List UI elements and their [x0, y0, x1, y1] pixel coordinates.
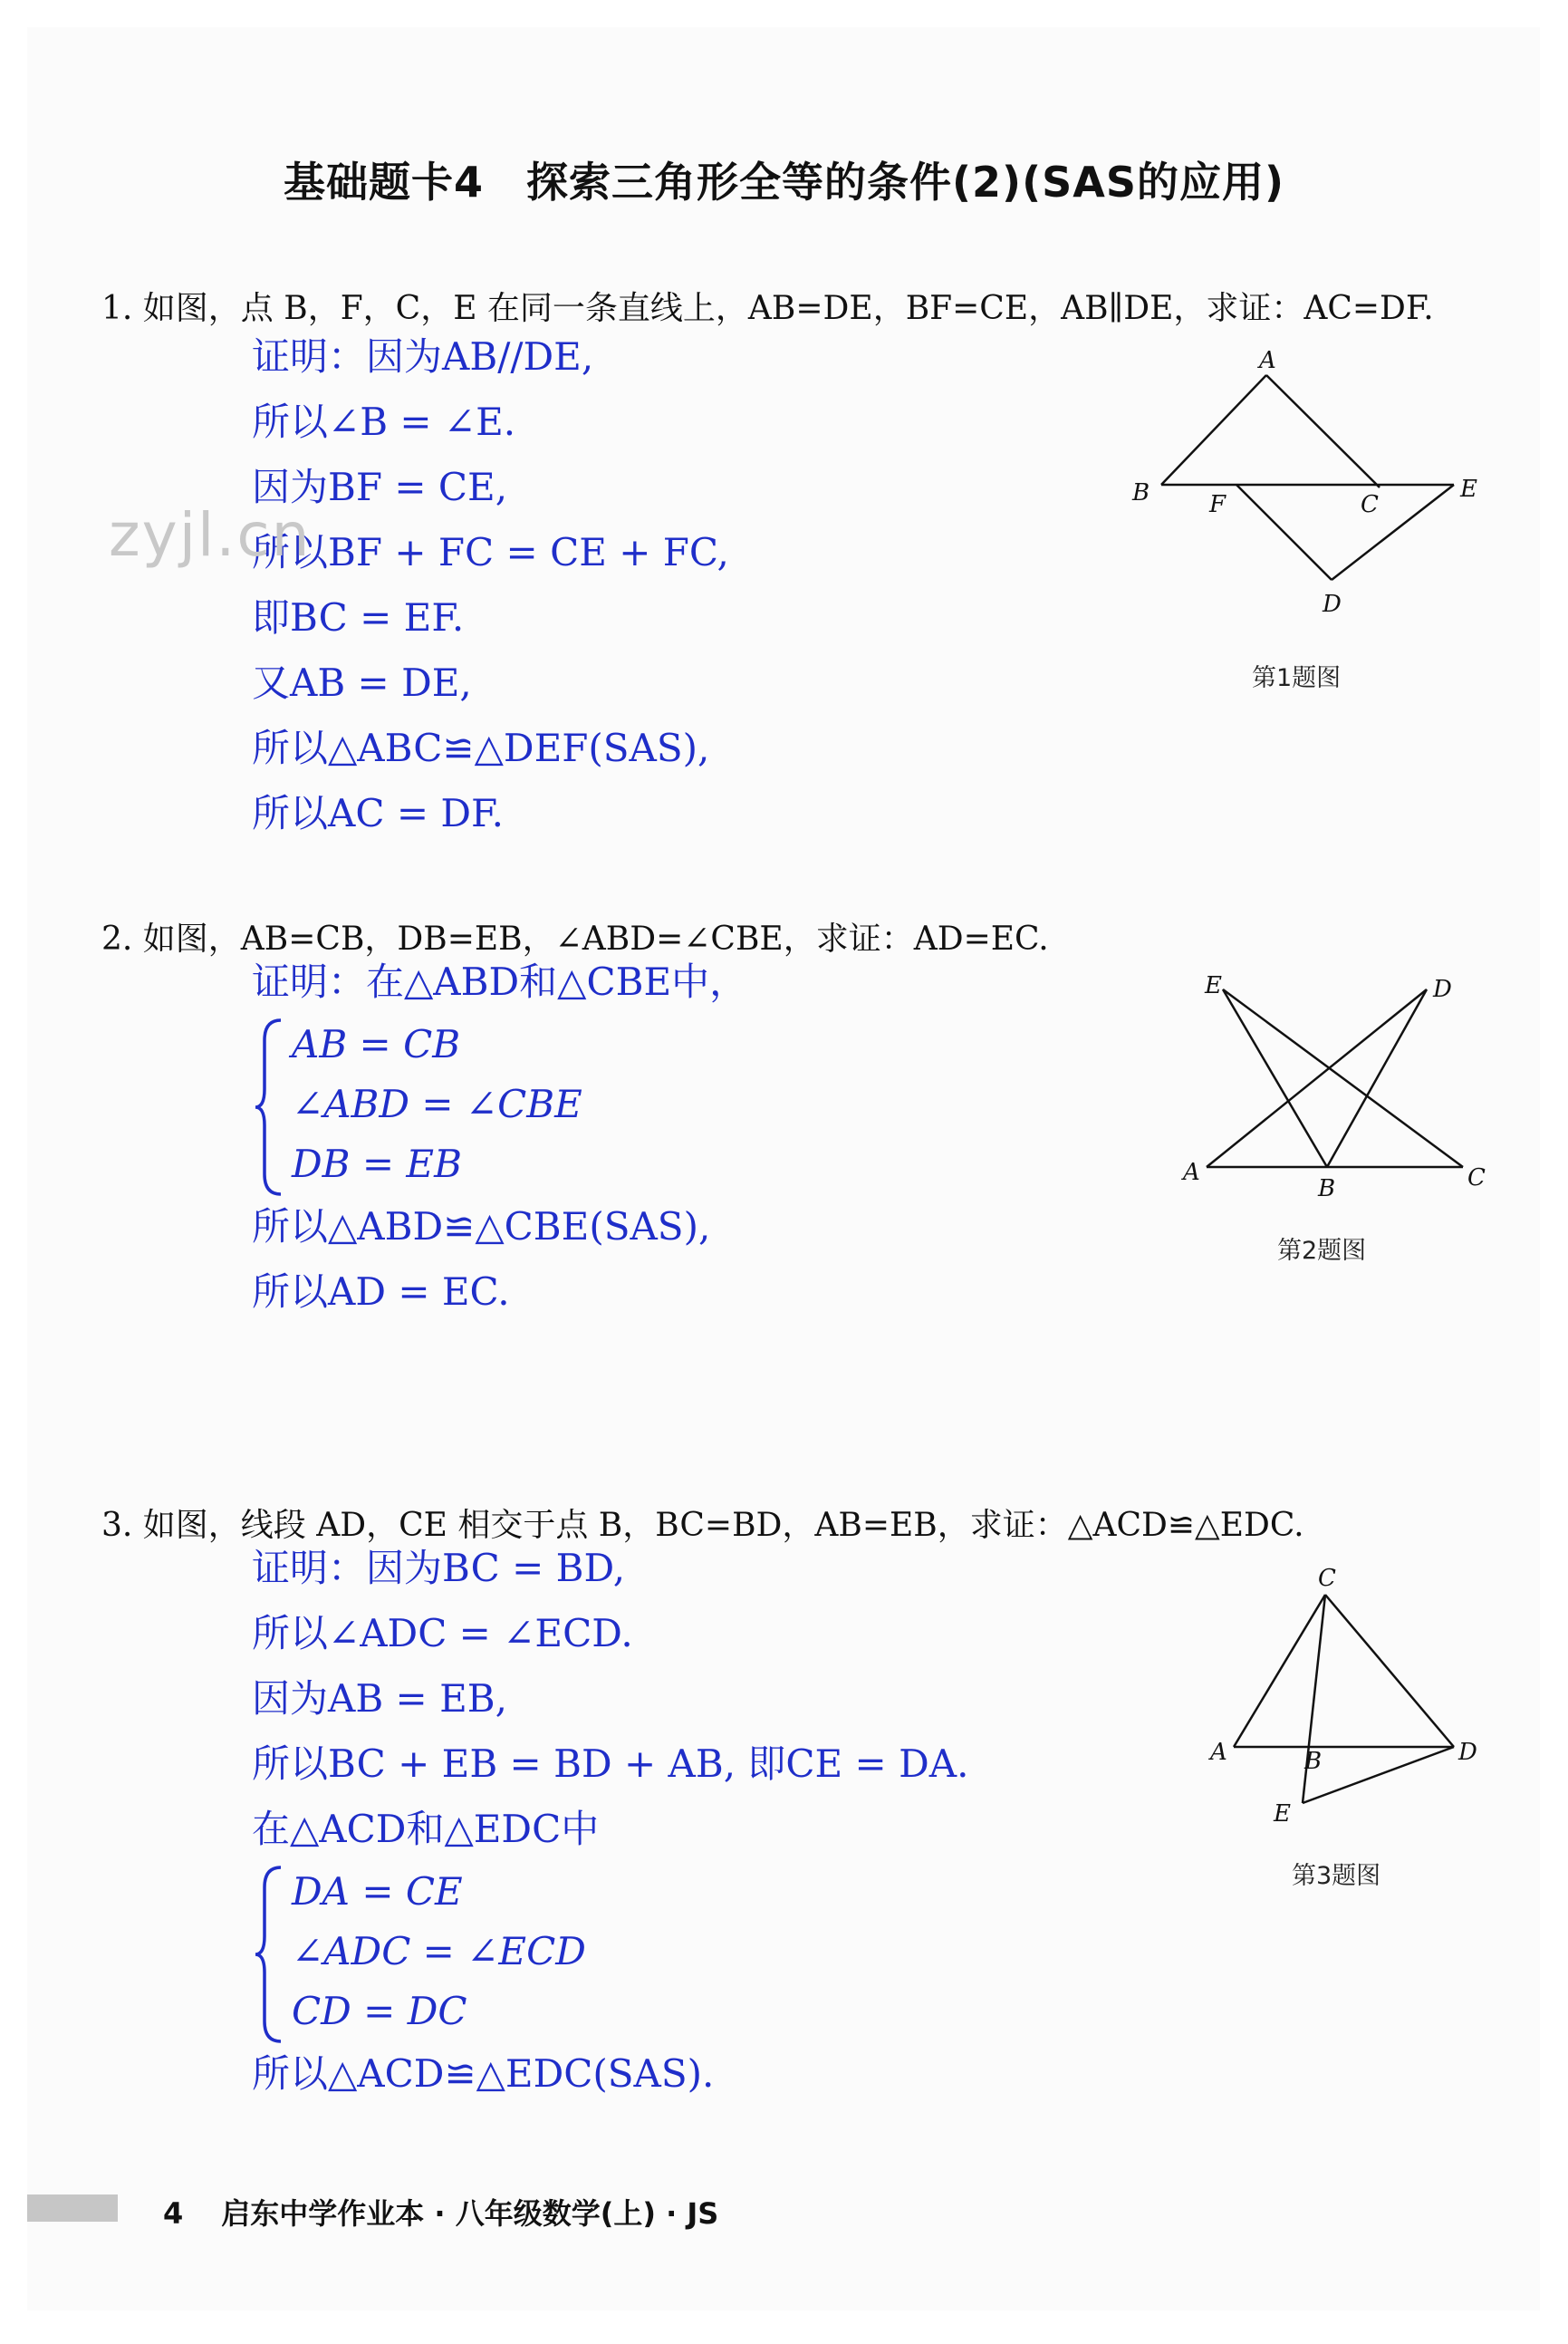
label-B: B	[1304, 1748, 1323, 1775]
label-E: E	[1205, 972, 1222, 999]
label-C: C	[1361, 491, 1379, 518]
proof-line: 证明：因为BC = BD,	[252, 1546, 626, 1590]
figure-3-caption: 第3题图	[1292, 1862, 1381, 1890]
page-number: 4	[163, 2196, 184, 2231]
footer	[163, 2191, 718, 2233]
label-C: C	[1467, 1164, 1486, 1191]
proof-line: 又AB = DE,	[252, 661, 472, 705]
proof-line: 所以△ACD≌△EDC(SAS).	[252, 2051, 715, 2096]
figure-2	[1169, 969, 1513, 1209]
label-B: B	[1318, 1175, 1336, 1202]
label-E: E	[1460, 476, 1477, 503]
book-title: 启东中学作业本 · 八年级数学(上) · JS	[221, 2196, 719, 2231]
proof-line: 证明：在△ABD和△CBE中，	[252, 960, 748, 1004]
label-E: E	[1274, 1800, 1291, 1828]
label-A: A	[1259, 347, 1276, 374]
proof-line: 在△ACD和△EDC中	[252, 1807, 600, 1851]
problem-3-proof	[252, 1536, 968, 2107]
proof-line: 所以∠B = ∠E.	[252, 400, 516, 444]
problem-1-statement: 1. 如图，点 B，F，C，E 在同一条直线上，AB=DE，BF=CE，AB∥DE，求证：AC=DF.	[101, 290, 1434, 327]
figure-1	[1123, 344, 1486, 638]
proof-line: 即BC = EF.	[252, 595, 465, 640]
condition-group	[252, 1015, 747, 1194]
condition-line: ∠ADC = ∠ECD	[292, 1929, 586, 1973]
condition-line: ∠ABD = ∠CBE	[292, 1082, 582, 1126]
proof-line: 所以AC = DF.	[252, 791, 504, 835]
condition-line: DA = CE	[292, 1869, 463, 1914]
condition-line: DB = EB	[292, 1142, 462, 1186]
proof-line: 所以BC + EB = BD + AB, 即CE = DA.	[252, 1741, 969, 1786]
label-D: D	[1458, 1739, 1477, 1766]
label-A: A	[1183, 1159, 1200, 1186]
label-F: F	[1209, 491, 1227, 518]
proof-line: 所以∠ADC = ∠ECD.	[252, 1611, 633, 1655]
proof-line: 所以AD = EC.	[252, 1269, 510, 1314]
page-title: 基础题卡4 探索三角形全等的条件(2)(SAS的应用)	[284, 158, 1284, 207]
figure-2-caption: 第2题图	[1277, 1237, 1367, 1265]
proof-line: 证明：因为AB//DE,	[252, 334, 594, 379]
watermark: zyjl.cn	[109, 500, 312, 570]
footer-bar	[27, 2194, 118, 2222]
problem-1-proof	[252, 324, 729, 846]
figure-3	[1196, 1558, 1504, 1834]
proof-line: 因为AB = EB,	[252, 1676, 507, 1721]
problem-3-statement: 3. 如图，线段 AD，CE 相交于点 B，BC=BD，AB=EB，求证：△ACD≌△EDC.	[101, 1507, 1304, 1544]
label-D: D	[1433, 976, 1452, 1003]
label-D: D	[1323, 591, 1342, 618]
problem-2-proof	[252, 950, 747, 1325]
proof-line: 所以△ABC≌△DEF(SAS),	[252, 726, 710, 770]
condition-group	[252, 1862, 968, 2041]
condition-line: AB = CB	[292, 1022, 461, 1066]
proof-line: 因为BF = CE,	[252, 465, 508, 509]
proof-line: 所以△ABD≌△CBE(SAS),	[252, 1204, 711, 1249]
label-A: A	[1210, 1739, 1227, 1766]
proof-line: 所以BF + FC = CE + FC,	[252, 530, 729, 574]
condition-line: CD = DC	[292, 1989, 467, 2033]
brace-icon	[254, 1018, 284, 1196]
label-B: B	[1132, 479, 1150, 506]
brace-icon	[254, 1866, 284, 2043]
problem-2-statement: 2. 如图，AB=CB，DB=EB，∠ABD=∠CBE，求证：AD=EC.	[101, 921, 1049, 958]
figure-1-caption: 第1题图	[1252, 664, 1342, 692]
label-C: C	[1318, 1565, 1336, 1592]
